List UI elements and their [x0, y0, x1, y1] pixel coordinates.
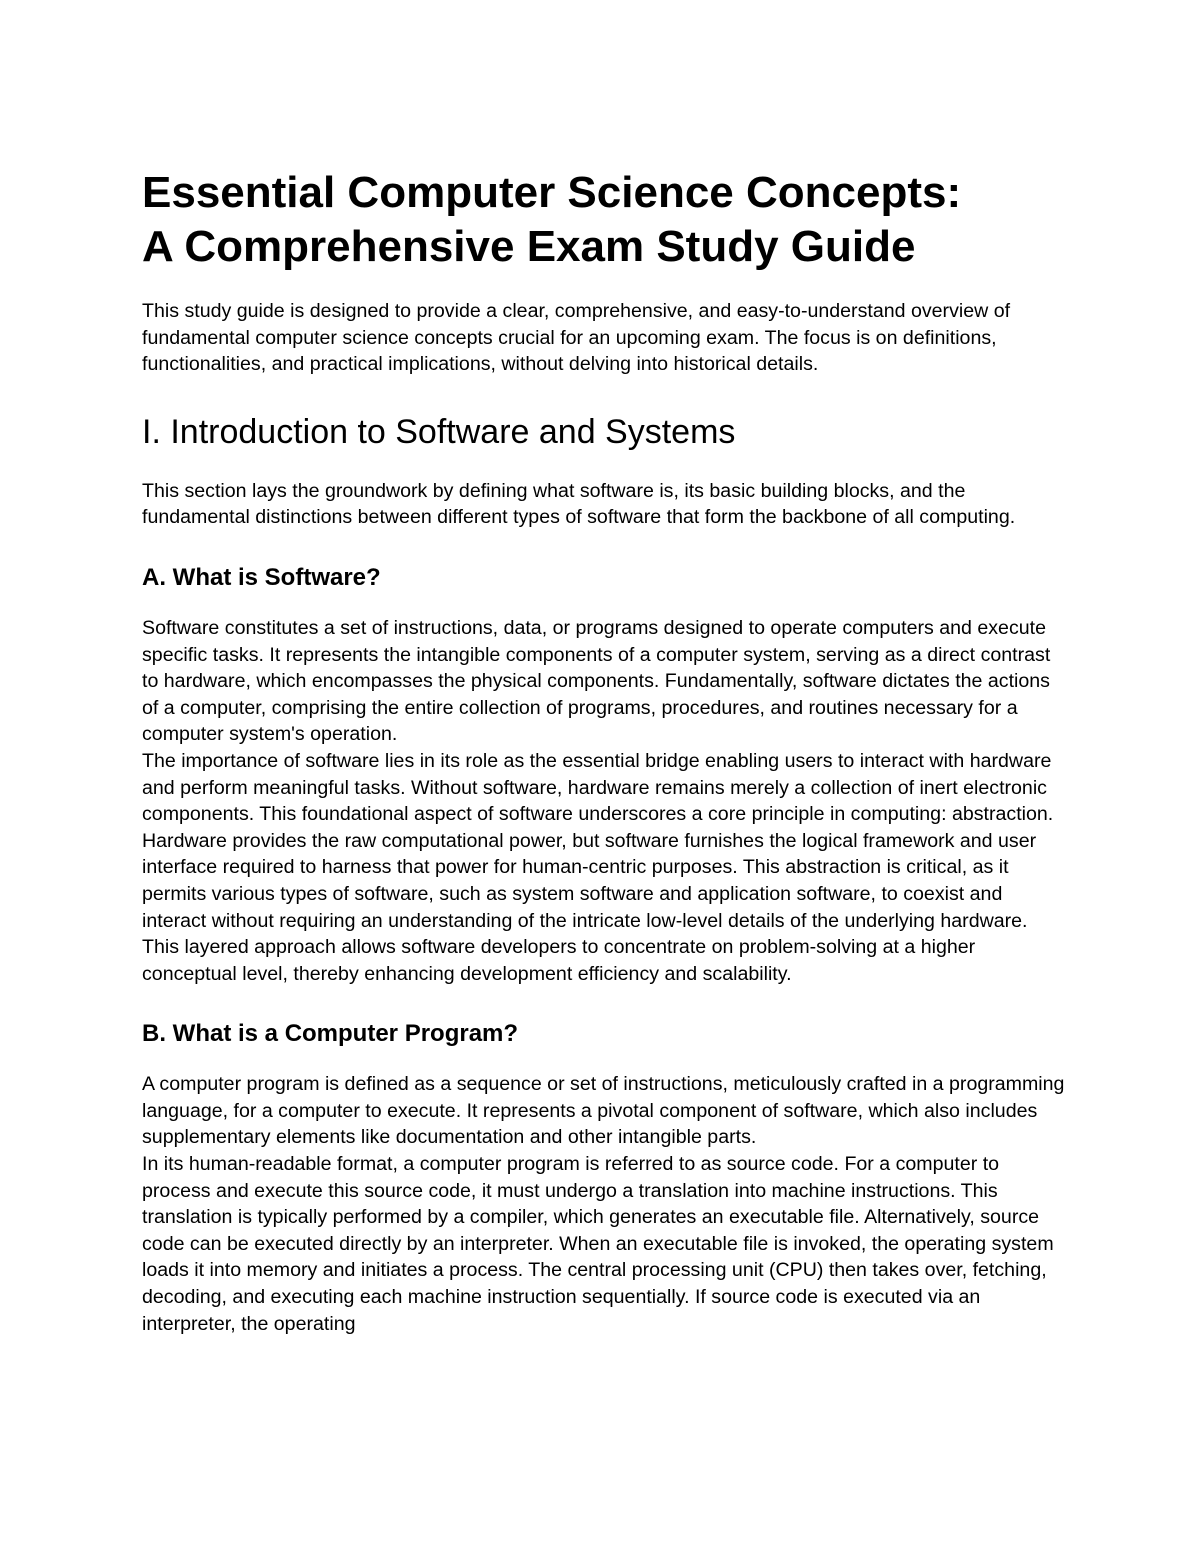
subsection-a-paragraph-2: The importance of software lies in its role as the essential bridge enabling users to interact with hardware and perform meaningful tasks. Without software, hardware remains merely a collection of inert electronic components. This foundational aspect of software underscores a core principle in computing: abstraction. Hardware provides the raw computational power, but software furnishes the logical framework and user interface required to harness that power for human-centric purposes. This abstraction is critical, as it permits various types of software, such as system software and application software, to coexist and interact without requiring an understanding of the intricate low-level details of the underlying hardware. This layered approach allows software developers to concentrate on problem-solving at a higher conceptual level, thereby enhancing development efficiency and scalability. — [142, 749, 1054, 985]
title-line-1: Essential Computer Science Concepts: — [142, 168, 962, 217]
document-title — [142, 166, 1067, 274]
intro-paragraph: This study guide is designed to provide a clear, comprehensive, and easy-to-understand overview of fundamental computer science concepts crucial for an upcoming exam. The focus is on definitions, functionalities, and practical implications, without delving into historical details. — [142, 300, 1011, 376]
title-line-2: A Comprehensive Exam Study Guide — [142, 222, 916, 271]
subsection-b-paragraph-1: A computer program is defined as a sequence or set of instructions, meticulously crafted in a programming language, for a computer to execute. It represents a pivotal component of software, which also includes supplementary elements like documentation and other intangible parts. — [142, 1073, 1065, 1149]
section-1-heading: I. Introduction to Software and Systems — [142, 412, 736, 451]
section-1-intro: This section lays the groundwork by defining what software is, its basic building blocks, and the fundamental distinctions between different types of software that form the backbone of all computing. — [142, 479, 1016, 529]
document-page — [142, 166, 1067, 1337]
subsection-a-paragraph-1: Software constitutes a set of instructions, data, or programs designed to operate computers and execute specific tasks. It represents the intangible components of a computer system, serving as a direct contrast to hardware, which encompasses the physical components. Fundamentally, software dictates the actions of a computer, comprising the entire collection of programs, procedures, and routines necessary for a computer system's operation. — [142, 616, 1051, 746]
subsection-b-paragraph-2: In its human-readable format, a computer program is referred to as source code. For a computer to process and execute this source code, it must undergo a translation into machine instructions. This translation is typically performed by a compiler, which generates an executable file. Alternatively, source code can be executed directly by an interpreter. When an executable file is invoked, the operating system loads it into memory and initiates a process. The central processing unit (CPU) then takes over, fetching, decoding, and executing each machine instruction sequentially. If source code is executed via an interpreter, the operating — [142, 1153, 1054, 1335]
subsection-a-heading: A. What is Software? — [142, 563, 381, 591]
subsection-b-heading: B. What is a Computer Program? — [142, 1020, 519, 1048]
